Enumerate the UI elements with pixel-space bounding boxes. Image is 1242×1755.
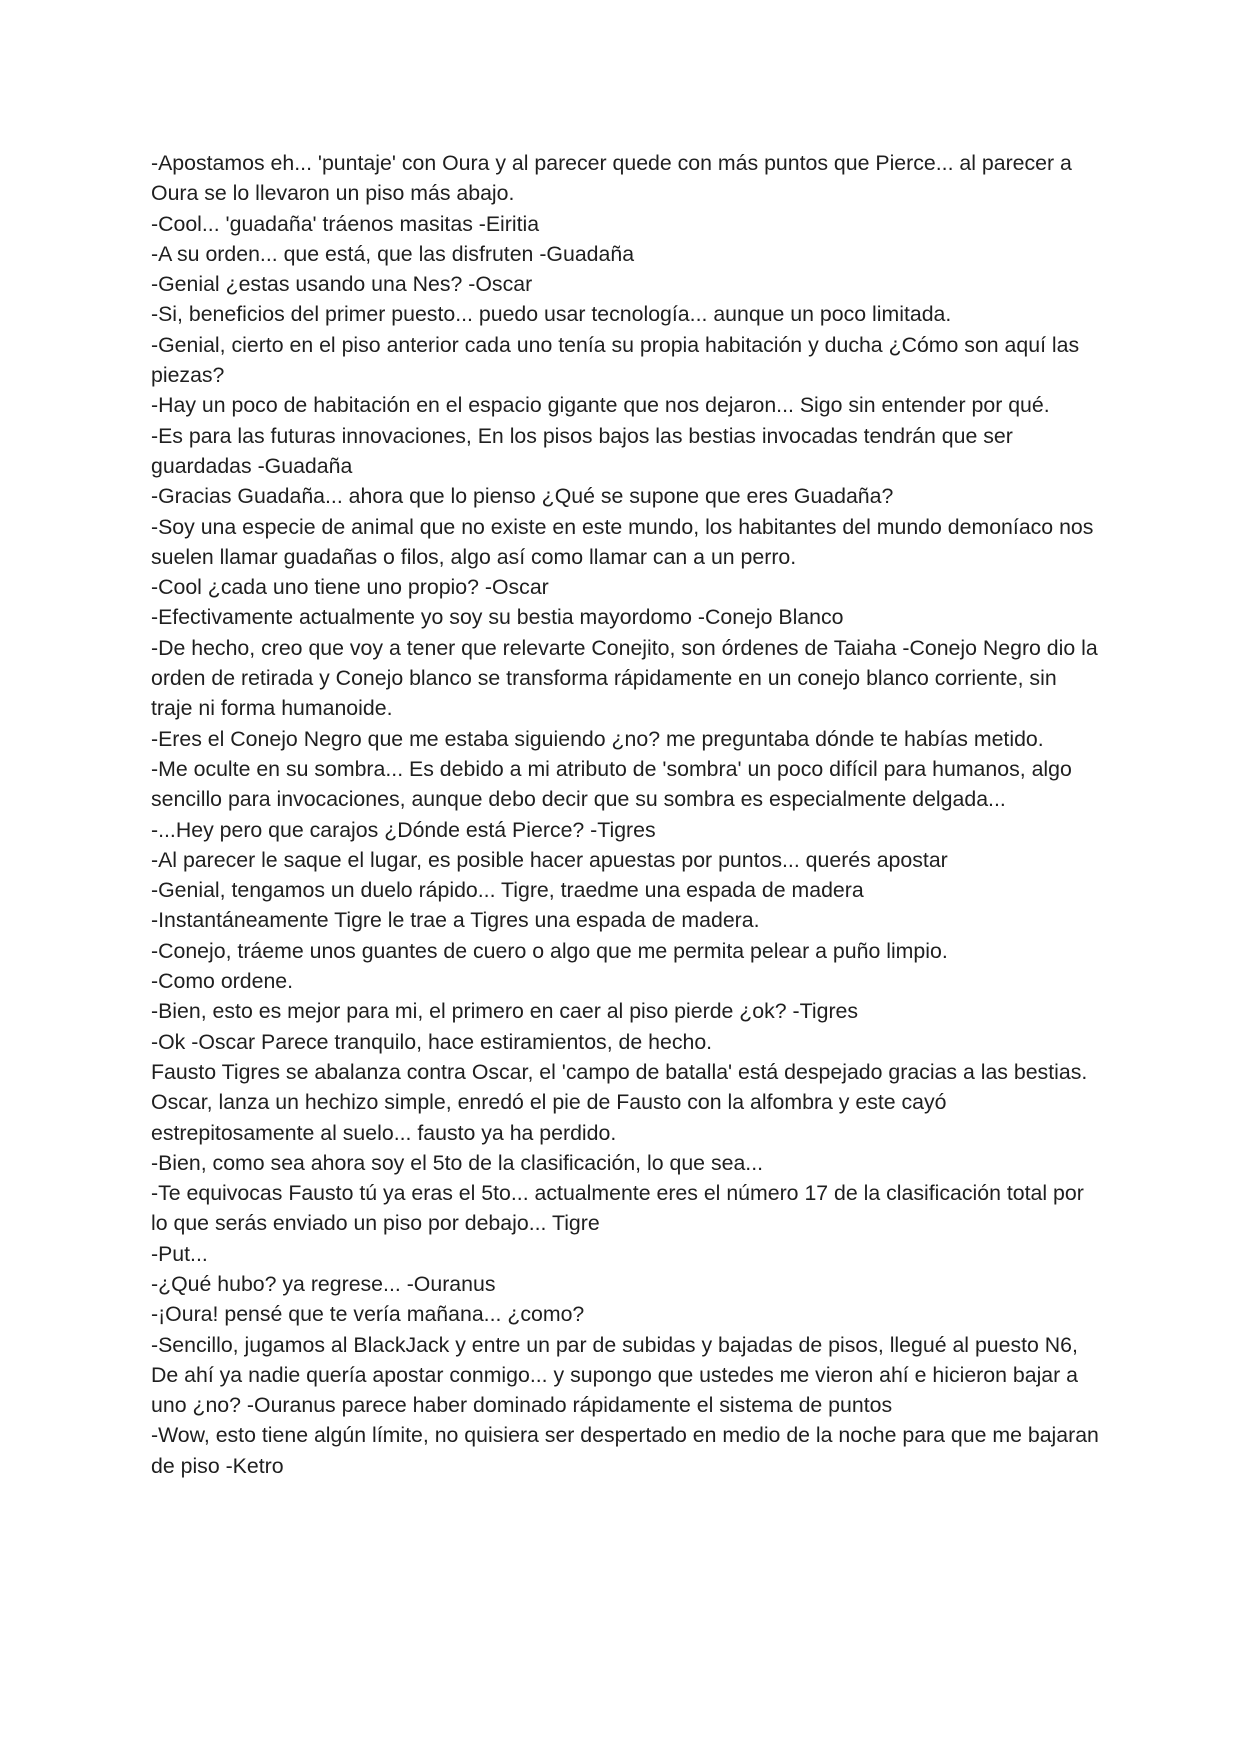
- paragraph: -Instantáneamente Tigre le trae a Tigres una espada de madera.: [151, 908, 760, 933]
- paragraph: -Como ordene.: [151, 969, 294, 994]
- paragraph: -Me oculte en su sombra... Es debido a mi atributo de 'sombra' un poco difícil para humanos, algo sencillo para invocaciones, aunque debo decir que su sombra es especialmente delgada...: [151, 756, 1072, 812]
- paragraph: -¡Oura! pensé que te vería mañana... ¿como?: [151, 1302, 585, 1327]
- paragraph: -Ok -Oscar Parece tranquilo, hace estiramientos, de hecho.: [151, 1029, 713, 1054]
- paragraph: -Gracias Guadaña... ahora que lo pienso ¿Qué se supone que eres Guadaña?: [151, 484, 894, 509]
- paragraph: -De hecho, creo que voy a tener que relevarte Conejito, son órdenes de Taiaha -Conejo Negro dio la orden de retirada y Conejo blanco se transforma rápidamente en un conejo blanco corriente, sin traje ni forma humanoide.: [151, 635, 1098, 721]
- paragraph: -Es para las futuras innovaciones, En los pisos bajos las bestias invocadas tendrán que ser guardadas -Guadaña: [151, 423, 1013, 478]
- paragraph: -Efectivamente actualmente yo soy su bestia mayordomo -Conejo Blanco: [151, 605, 844, 630]
- paragraph: -Eres el Conejo Negro que me estaba siguiendo ¿no? me preguntaba dónde te habías metido.: [151, 726, 1044, 751]
- paragraph: -Genial, cierto en el piso anterior cada uno tenía su propia habitación y ducha ¿Cómo son aquí las piezas?: [151, 332, 1080, 388]
- paragraph: -Genial, tengamos un duelo rápido... Tigre, traedme una espada de madera: [151, 878, 864, 903]
- paragraph: Fausto Tigres se abalanza contra Oscar, el 'campo de batalla' está despejado gracias a las bestias. Oscar, lanza un hechizo simple, enredó el pie de Fausto con la alfombra y este cayó estrepitosamente al suelo... fausto ya ha perdido.: [151, 1059, 1088, 1145]
- paragraph: -Apostamos eh... 'puntaje' con Oura y al parecer quede con más puntos que Pierce... al parecer a Oura se lo llevaron un piso más abajo.: [151, 151, 1072, 206]
- paragraph: -...Hey pero que carajos ¿Dónde está Pierce? -Tigres: [151, 817, 656, 842]
- paragraph: -Genial ¿estas usando una Nes? -Oscar: [151, 272, 533, 297]
- paragraph: -Si, beneficios del primer puesto... puedo usar tecnología... aunque un poco limitada.: [151, 302, 952, 327]
- paragraph: -Hay un poco de habitación en el espacio gigante que nos dejaron... Sigo sin entender por qué.: [151, 393, 1050, 418]
- paragraph: -Cool... 'guadaña' tráenos masitas -Eiritia: [151, 211, 540, 236]
- paragraph: -Cool ¿cada uno tiene uno propio? -Oscar: [151, 575, 549, 600]
- paragraph: -Te equivocas Fausto tú ya eras el 5to... actualmente eres el número 17 de la clasificación total por lo que serás enviado un piso por debajo... Tigre: [151, 1181, 1084, 1236]
- paragraph: -A su orden... que está, que las disfruten -Guadaña: [151, 241, 635, 266]
- paragraph: -Wow, esto tiene algún límite, no quisiera ser despertado en medio de la noche para que me bajaran de piso -Ketro: [151, 1423, 1099, 1478]
- document-text-body: [151, 148, 1101, 1481]
- paragraph: -Bien, como sea ahora soy el 5to de la clasificación, lo que sea...: [151, 1150, 764, 1175]
- paragraph: -Sencillo, jugamos al BlackJack y entre un par de subidas y bajadas de pisos, llegué al puesto N6, De ahí ya nadie quería apostar conmigo... y supongo que ustedes me vieron ahí e hicieron bajar a uno ¿no? -Ouranus parece haber dominado rápidamente el sistema de puntos: [151, 1332, 1078, 1418]
- paragraph: -Soy una especie de animal que no existe en este mundo, los habitantes del mundo demoníaco nos suelen llamar guadañas o filos, algo así como llamar can a un perro.: [151, 514, 1094, 569]
- paragraph: -¿Qué hubo? ya regrese... -Ouranus: [151, 1271, 496, 1296]
- paragraph: -Conejo, tráeme unos guantes de cuero o algo que me permita pelear a puño limpio.: [151, 938, 948, 963]
- paragraph: -Put...: [151, 1241, 208, 1266]
- paragraph: -Bien, esto es mejor para mi, el primero en caer al piso pierde ¿ok? -Tigres: [151, 999, 859, 1024]
- paragraph: -Al parecer le saque el lugar, es posible hacer apuestas por puntos... querés apostar: [151, 847, 948, 872]
